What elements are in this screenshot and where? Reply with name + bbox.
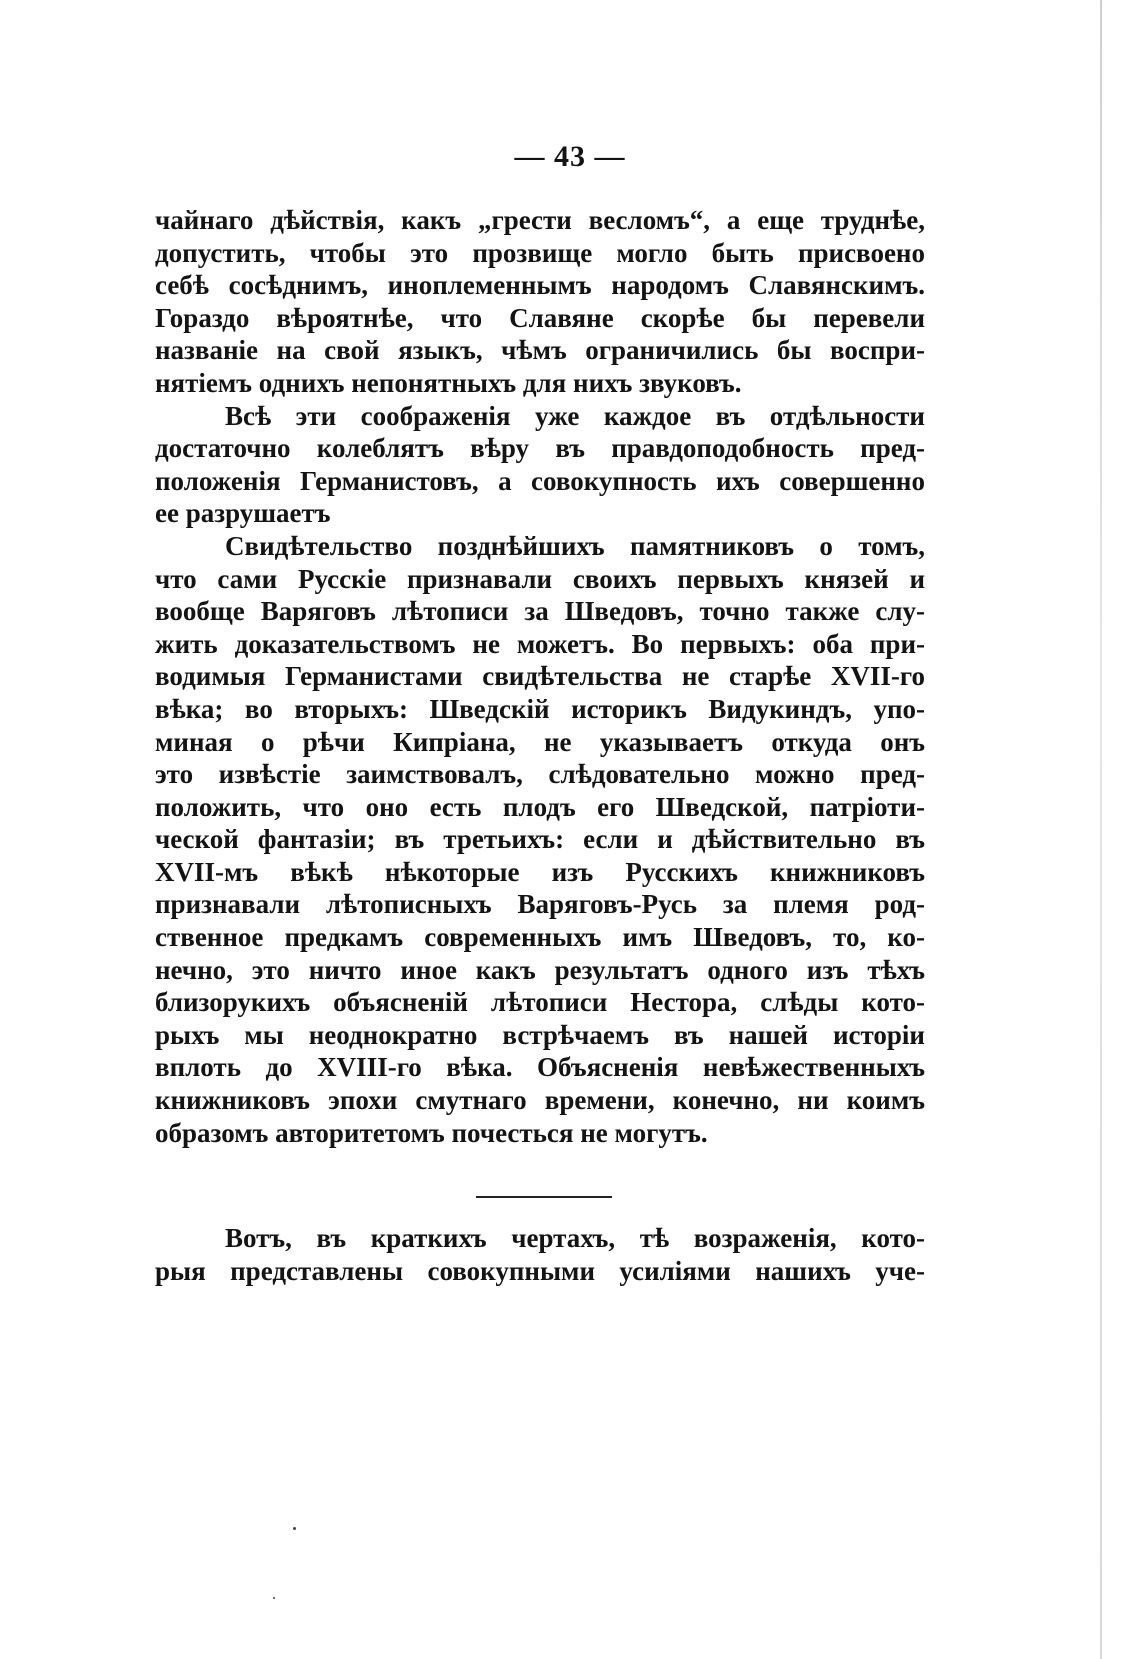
main-text bbox=[155, 204, 925, 1149]
page-edge bbox=[1100, 0, 1102, 1659]
text-line: Всѣ эти соображенія уже каждое въ отдѣльности bbox=[225, 400, 925, 431]
text-line: это извѣстіе заимствовалъ, слѣдовательно можно пред- bbox=[155, 759, 925, 790]
text-line: XVII-мъ вѣкѣ нѣкоторые изъ Русскихъ книжниковъ bbox=[155, 856, 925, 887]
text-line: вообще Варяговъ лѣтописи за Шведовъ, точно также слу- bbox=[155, 596, 925, 627]
text-line: названіе на свой языкъ, чѣмъ ограничились бы воспри- bbox=[155, 335, 925, 366]
text-line: признавали лѣтописныхъ Варяговъ-Русь за племя род- bbox=[155, 889, 925, 920]
text-line: образомъ авторитетомъ почесться не могутъ. bbox=[155, 1117, 708, 1148]
text-line: миная о рѣчи Кипріана, не указываетъ откуда онъ bbox=[155, 726, 925, 757]
text-line: Вотъ, въ краткихъ чертахъ, тѣ возраженія, кото- bbox=[225, 1223, 925, 1253]
text-line: себѣ сосѣднимъ, иноплеменнымъ народомъ Славянскимъ. bbox=[155, 270, 925, 301]
text-line: ее разрушаетъ bbox=[155, 498, 331, 529]
text-line: положить, что оно есть плодъ его Шведской, патріоти- bbox=[155, 791, 925, 822]
text-line: нечно, это ничто иное какъ результатъ одного изъ тѣхъ bbox=[155, 954, 925, 985]
text-line: допустить, чтобы это прозвище могло быть присвоено bbox=[155, 237, 925, 268]
closing-text bbox=[155, 1222, 925, 1287]
text-line: достаточно колеблятъ вѣру въ правдоподобность пред- bbox=[155, 433, 925, 464]
text-line: книжниковъ эпохи смутнаго времени, конечно, ни коимъ bbox=[155, 1085, 925, 1116]
text-line: водимыя Германистами свидѣтельства не старѣе XVII-го bbox=[155, 661, 925, 692]
text-line: ческой фантазіи; въ третьихъ: если и дѣйствительно въ bbox=[155, 824, 925, 855]
text-line: чайнаго дѣйствія, какъ „грести весломъ“, а еще труднѣе, bbox=[155, 205, 925, 235]
scan-speck bbox=[293, 1527, 296, 1530]
page-number: — 43 — bbox=[514, 140, 626, 173]
text-line: что сами Русскіе признавали своихъ первыхъ князей и bbox=[155, 563, 925, 594]
text-line: вѣка; во вторыхъ: Шведскій историкъ Видукиндъ, упо- bbox=[155, 693, 925, 724]
text-line: положенія Германистовъ, а совокупность ихъ совершенно bbox=[155, 465, 925, 496]
text-line: Свидѣтельство позднѣйшихъ памятниковъ о томъ, bbox=[225, 530, 925, 561]
text-line: Гораздо вѣроятнѣе, что Славяне скорѣе бы перевели bbox=[155, 302, 925, 333]
text-line: ственное предкамъ современныхъ имъ Шведовъ, то, ко- bbox=[155, 922, 925, 953]
text-line: близорукихъ объясненій лѣтописи Нестора, слѣды кото- bbox=[155, 987, 925, 1018]
section-separator bbox=[476, 1196, 612, 1198]
text-line: рыя представлены совокупными усиліями нашихъ уче- bbox=[155, 1255, 925, 1286]
text-line: нятіемъ однихъ непонятныхъ для нихъ звуковъ. bbox=[155, 367, 742, 398]
scan-speck bbox=[273, 1597, 275, 1599]
text-line: рыхъ мы неоднократно встрѣчаемъ въ нашей исторіи bbox=[155, 1019, 925, 1050]
text-line: жить доказательствомъ не можетъ. Во первыхъ: оба при- bbox=[155, 628, 925, 659]
text-line: вплоть до XVIII-го вѣка. Объясненія невѣжественныхъ bbox=[155, 1052, 925, 1083]
